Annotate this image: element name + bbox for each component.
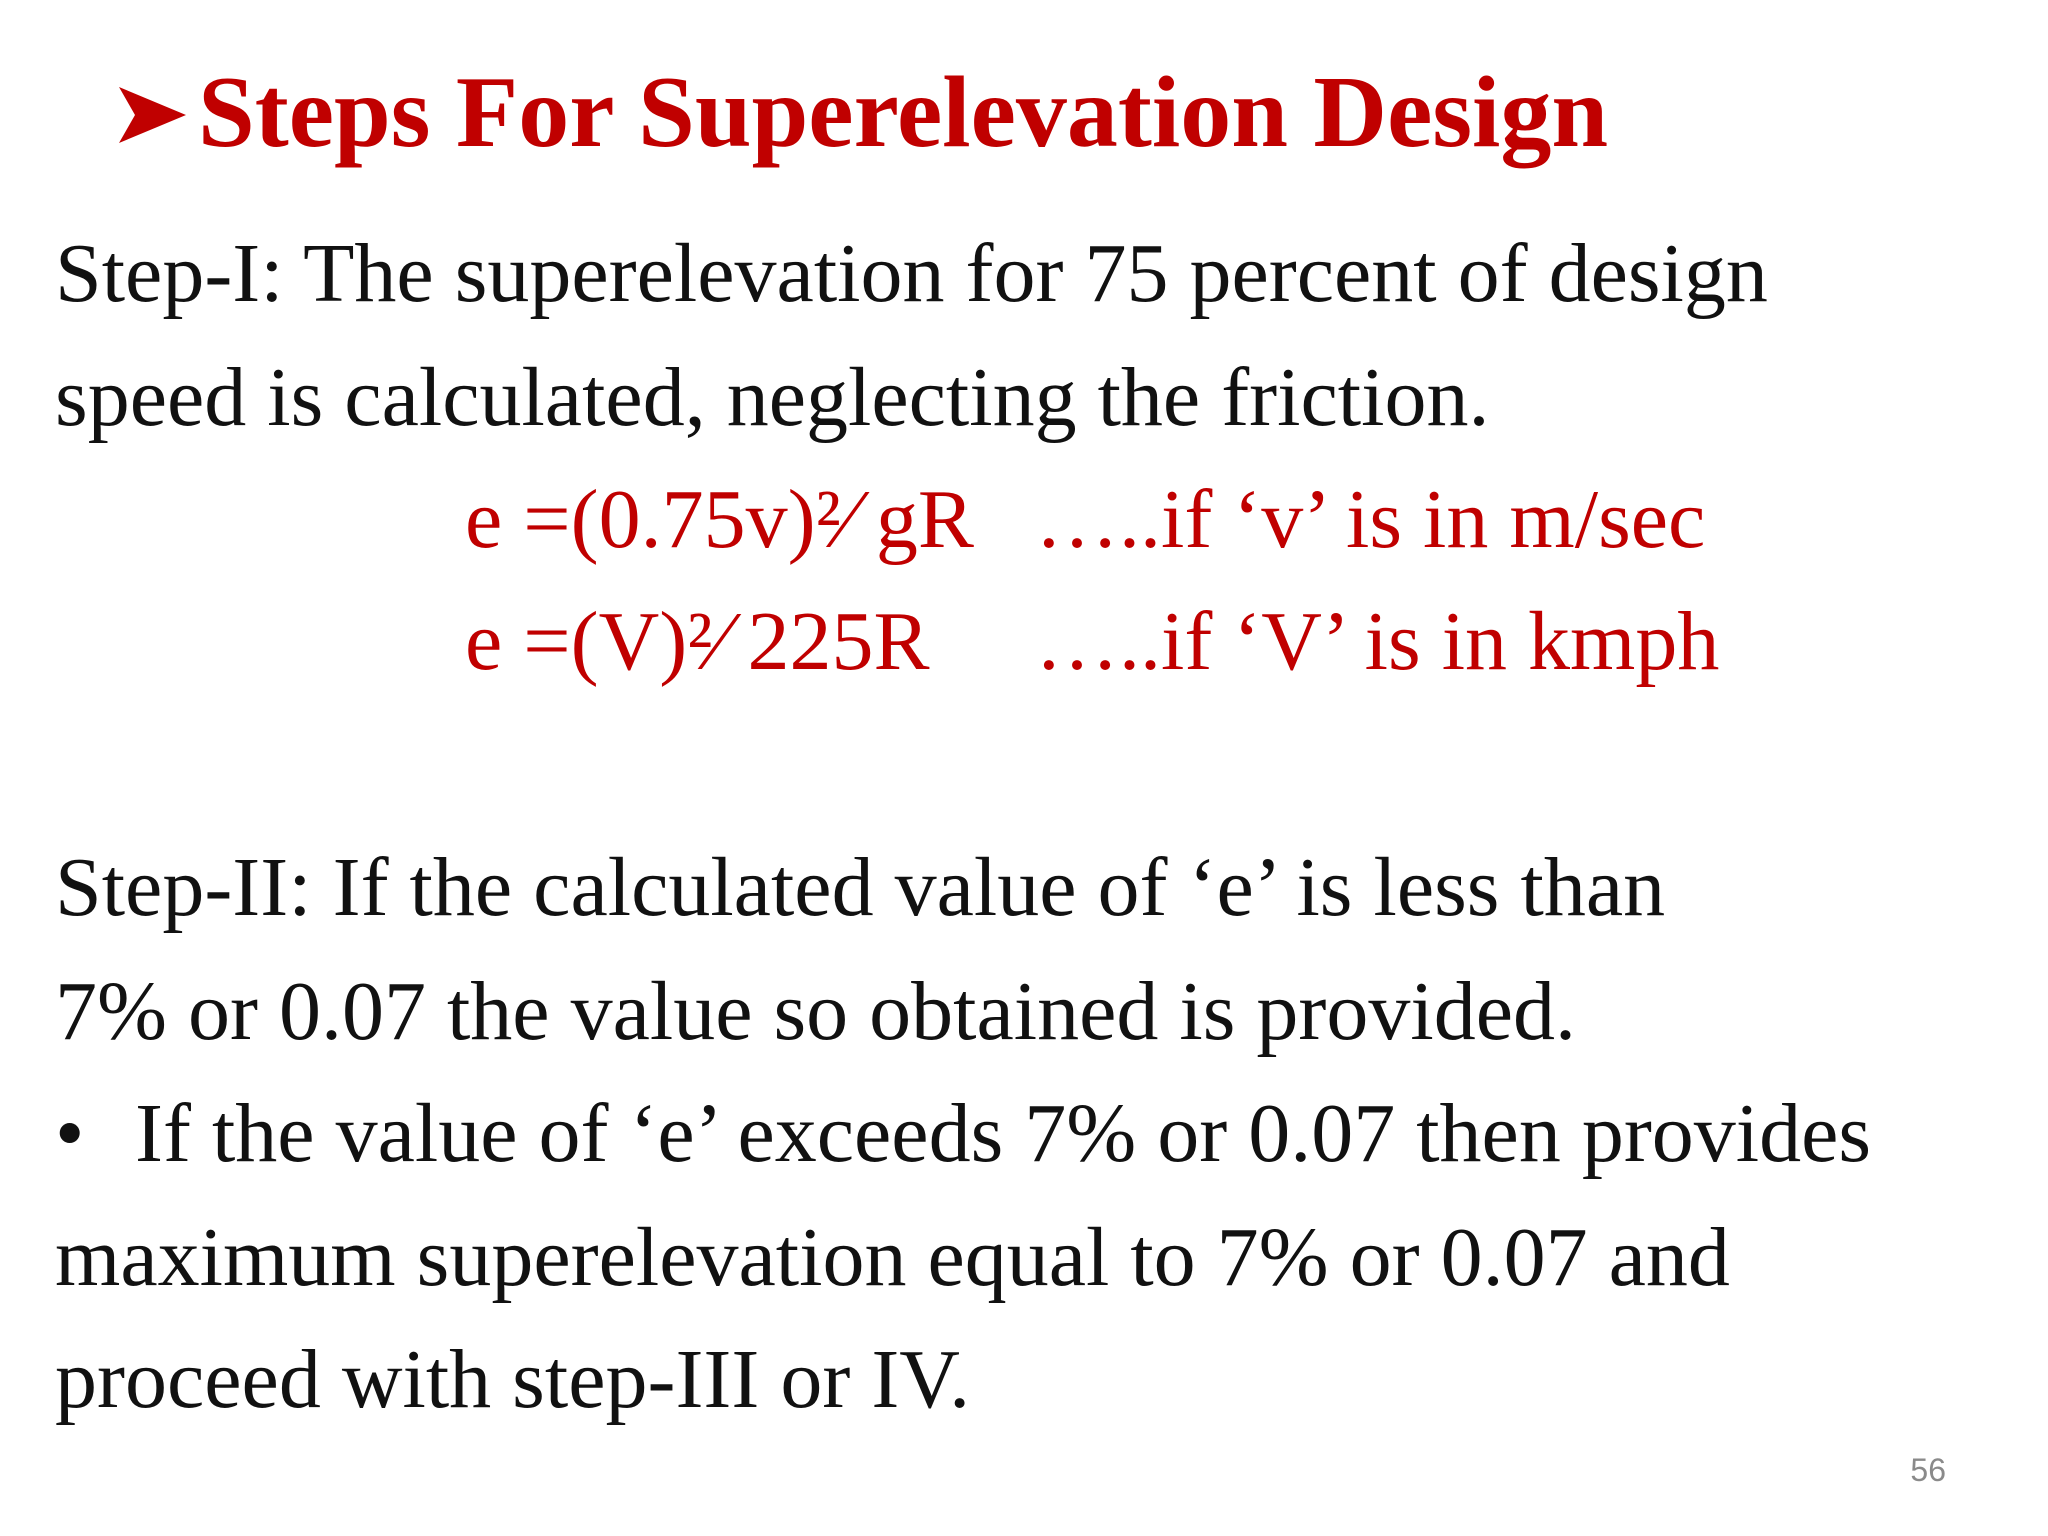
bullet-line1-text: If the value of ‘e’ exceeds 7% or 0.07 then provides [135,1087,1872,1180]
slide-title-text: Steps For Superelevation Design [198,56,1609,169]
step2-line2: 7% or 0.07 the value so obtained is provided. [55,965,1577,1058]
formula-2-expression: e =(V)²⁄ 225R [465,595,930,688]
formula-1-condition: …..if ‘v’ is in m/sec [1035,473,1706,566]
formula-2-condition: …..if ‘V’ is in kmph [1035,595,1720,688]
bullet-symbol: • [55,1087,85,1180]
arrowhead-bullet-icon [115,83,190,147]
bullet-line2: maximum superelevation equal to 7% or 0.07 and [55,1211,1730,1304]
slide-title [115,48,1608,178]
step1-line2: speed is calculated, neglecting the friction. [55,351,1490,444]
formula-1-expression: e =(0.75v)²⁄ gR [465,473,974,566]
step2-line1: Step-II: If the calculated value of ‘e’ is less than [55,841,1666,934]
bullet-line3: proceed with step-III or IV. [55,1333,971,1426]
bullet-line1 [55,1087,1872,1180]
step1-line1: Step-I: The superelevation for 75 percent of design [55,227,1768,320]
page-number: 56 [1910,1452,1946,1488]
